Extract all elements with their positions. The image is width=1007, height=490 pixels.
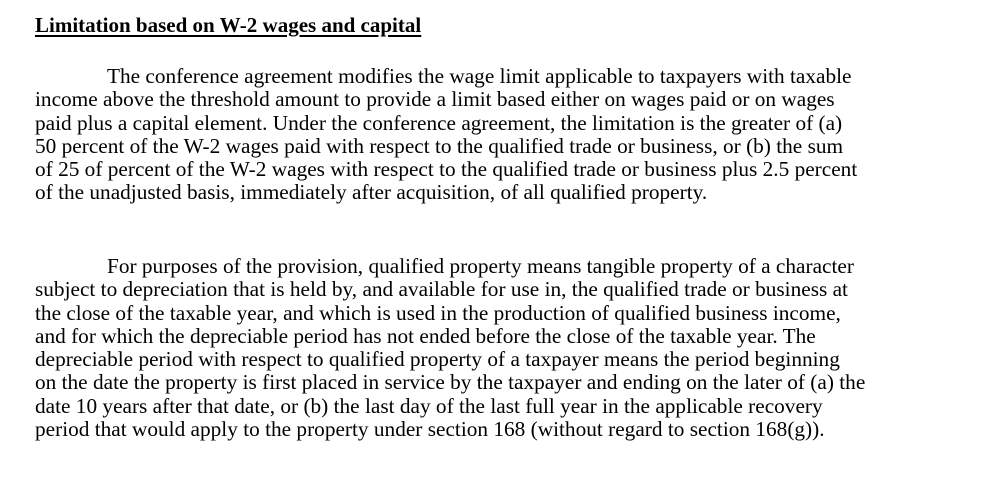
paragraph-line: For purposes of the provision, qualified property means tangible property of a character bbox=[107, 254, 854, 278]
paragraph-line: paid plus a capital element. Under the conference agreement, the limitation is the greater of (a) bbox=[35, 110, 843, 135]
paragraph-line: The conference agreement modifies the wage limit applicable to taxpayers with taxable bbox=[107, 64, 852, 88]
paragraph-line: and for which the depreciable period has not ended before the close of the taxable year. The bbox=[35, 323, 816, 348]
paragraph-wage-limit bbox=[35, 65, 857, 205]
paragraph-line: of 25 of percent of the W-2 wages with respect to the qualified trade or business plus 2.5 percent bbox=[35, 157, 858, 182]
paragraph-line: depreciable period with respect to qualified property of a taxpayer means the period beginning bbox=[35, 347, 840, 372]
paragraph-line: income above the threshold amount to provide a limit based either on wages paid or on wages bbox=[35, 87, 835, 112]
paragraph-line: on the date the property is first placed in service by the taxpayer and ending on the later of (a) the bbox=[35, 370, 866, 395]
paragraph-line: subject to depreciation that is held by, and available for use in, the qualified trade or business at bbox=[35, 277, 848, 302]
section-heading: Limitation based on W-2 wages and capital bbox=[35, 13, 422, 37]
paragraph-line: period that would apply to the property under section 168 (without regard to section 168(g)). bbox=[35, 417, 825, 442]
paragraph-line: 50 percent of the W-2 wages paid with respect to the qualified trade or business, or (b) the sum bbox=[35, 133, 844, 158]
paragraph-qualified-property bbox=[35, 255, 865, 441]
paragraph-line: of the unadjusted basis, immediately after acquisition, of all qualified property. bbox=[35, 180, 708, 205]
paragraph-line: date 10 years after that date, or (b) the last day of the last full year in the applicable recovery bbox=[35, 393, 823, 418]
paragraph-line: the close of the taxable year, and which is used in the production of qualified business income, bbox=[35, 300, 841, 325]
